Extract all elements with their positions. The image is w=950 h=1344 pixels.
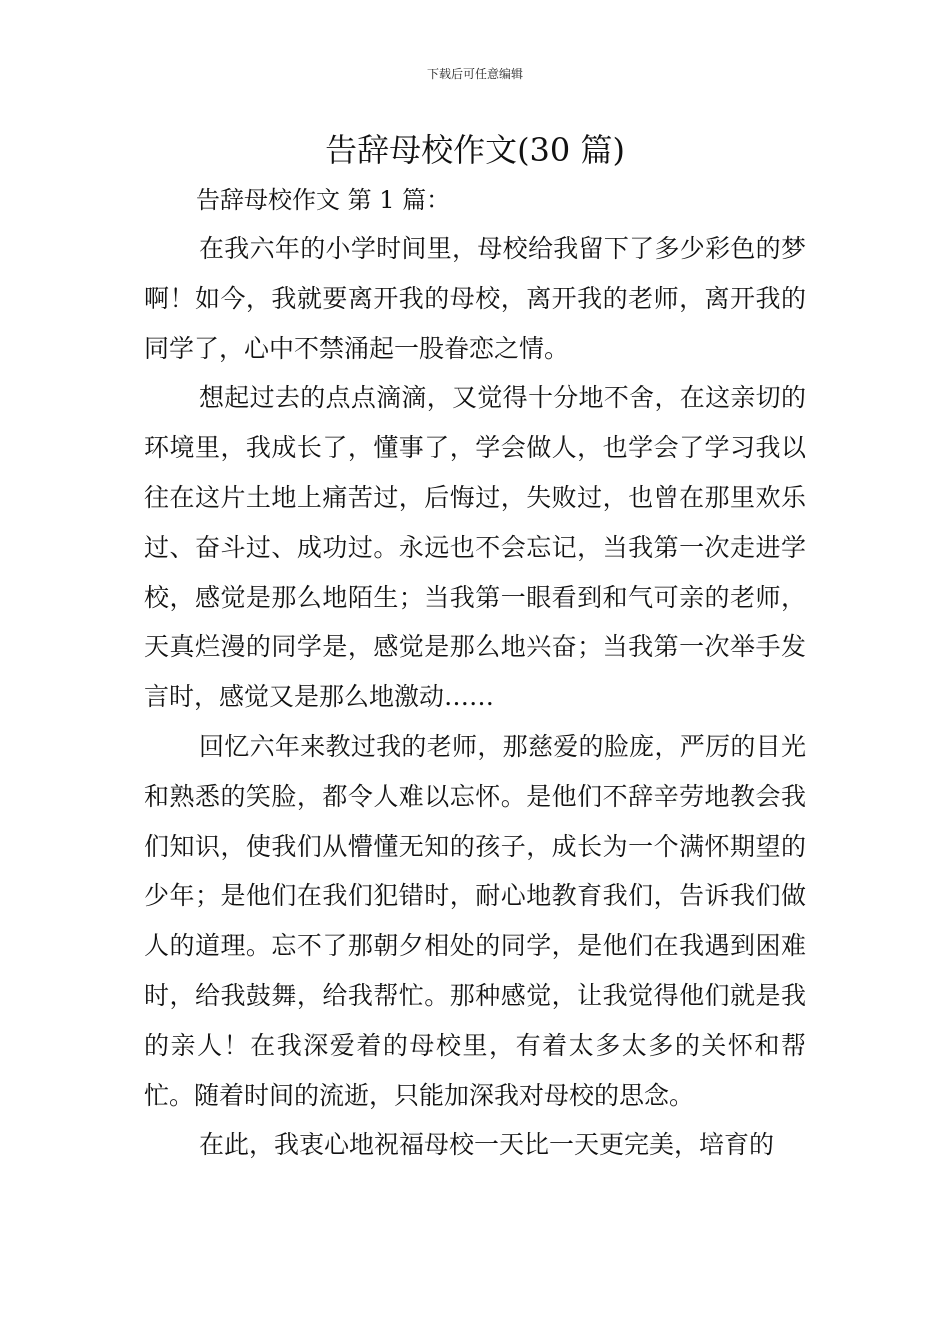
section-subtitle: 告辞母校作文 第 1 篇： — [196, 186, 451, 214]
document-title: 告辞母校作文(30 篇) — [325, 131, 625, 169]
header-note: 下载后可任意编辑 — [426, 67, 523, 81]
paragraph: 在我六年的小学时间里，母校给我留下了多少彩色的梦啊！如今，我就要离开我的母校，离开我的老师，离开我的同学了，心中不禁涌起一股眷恋之情。 — [144, 234, 806, 363]
paragraph: 在此，我衷心地祝福母校一天比一天更完美，培育的 — [199, 1130, 775, 1160]
body-text — [144, 224, 806, 1170]
paragraph: 回忆六年来教过我的老师，那慈爱的脸庞，严厉的目光和熟悉的笑脸，都令人难以忘怀。是他们不辞辛劳地教会我们知识，使我们从懵懂无知的孩子，成长为一个满怀期望的少年；是他们在我们犯错时，耐心地教育我们，告诉我们做人的道理。忘不了那朝夕相处的同学，是他们在我遇到困难时，给我鼓舞，给我帮忙。那种感觉，让我觉得他们就是我的亲人！在我深爱着的母校里，有着太多太多的关怀和帮忙。随着时间的流逝，只能加深我对母校的思念。 — [144, 731, 806, 1110]
paragraph: 想起过去的点点滴滴，又觉得十分地不舍，在这亲切的环境里，我成长了，懂事了，学会做人，也学会了学习我以往在这片土地上痛苦过，后悔过，失败过，也曾在那里欢乐过、奋斗过、成功过。永远也不会忘记，当我第一次走进学校，感觉是那么地陌生；当我第一眼看到和气可亲的老师，天真烂漫的同学是，感觉是那么地兴奋；当我第一次举手发言时，感觉又是那么地激动…… — [144, 383, 806, 712]
